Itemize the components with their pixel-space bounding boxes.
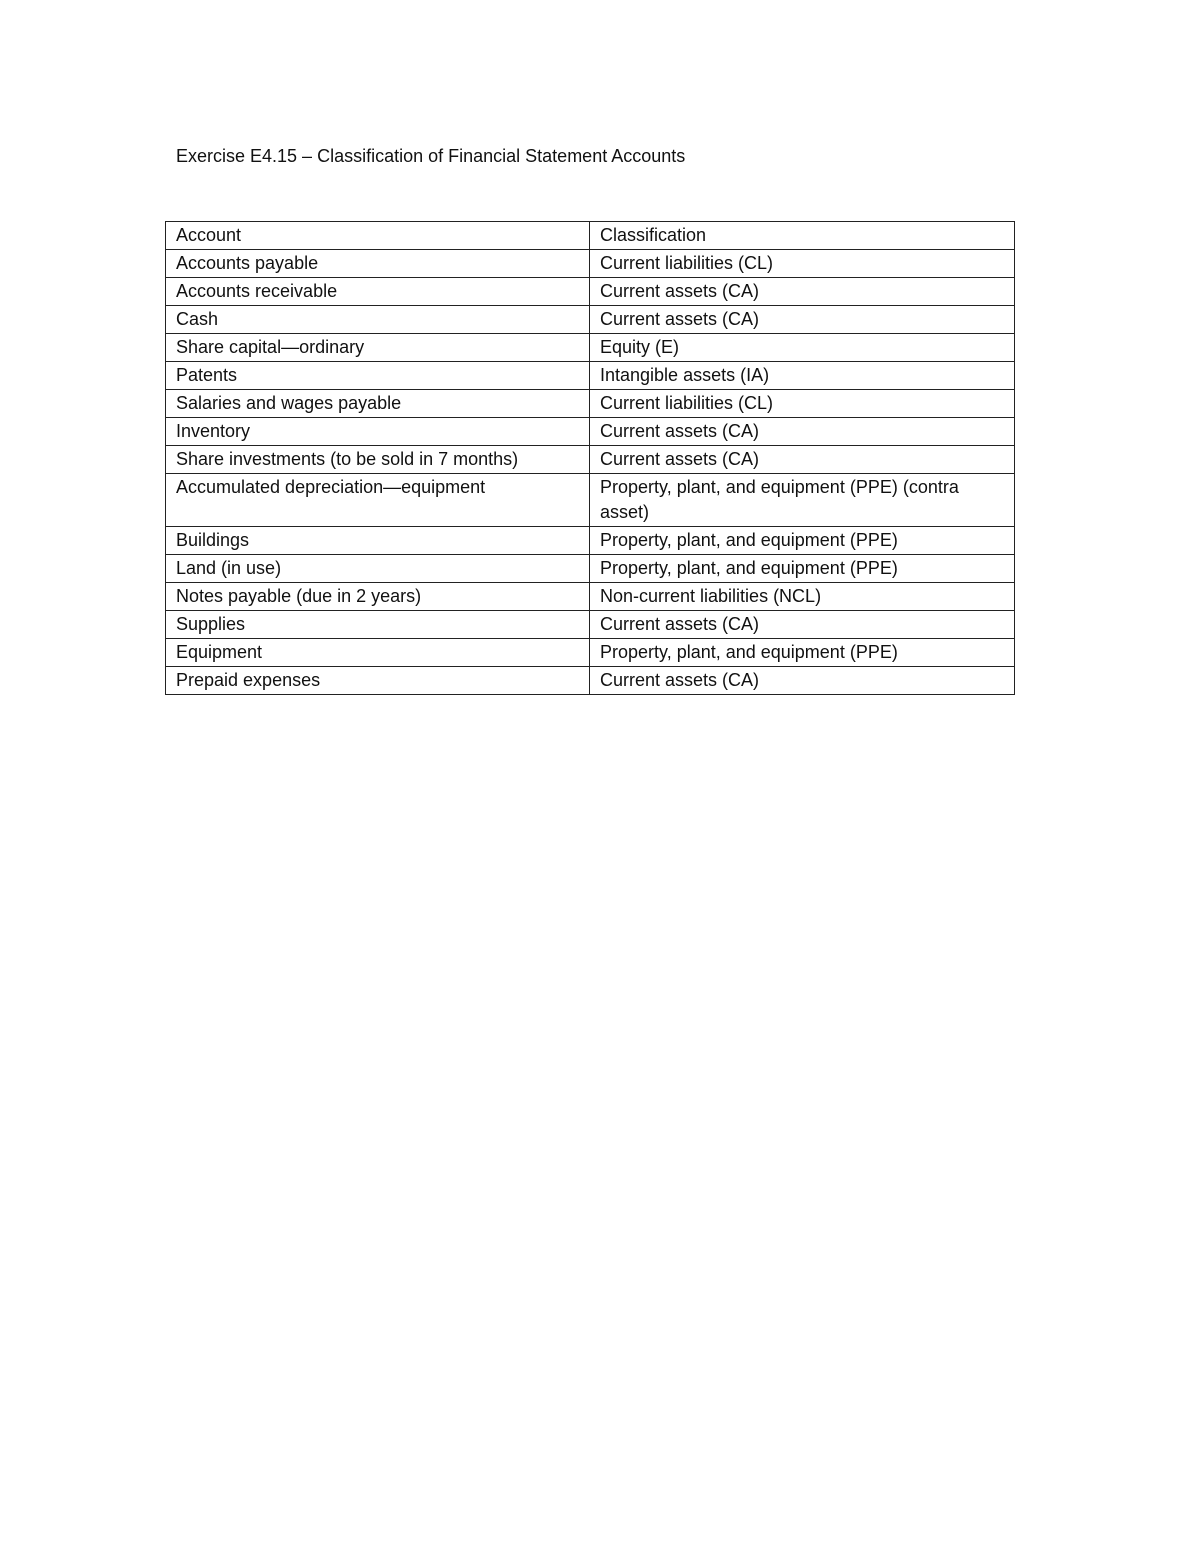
classification-table [165,221,1015,695]
table-row [166,390,1015,418]
account-cell: Patents [166,362,590,390]
classification-cell: Current assets (CA) [590,418,1015,446]
classification-cell: Current assets (CA) [590,611,1015,639]
classification-cell: Current liabilities (CL) [590,250,1015,278]
account-cell: Supplies [166,611,590,639]
account-cell: Equipment [166,639,590,667]
classification-cell: Property, plant, and equipment (PPE) [590,639,1015,667]
account-cell: Cash [166,306,590,334]
table-row [166,250,1015,278]
account-cell: Buildings [166,527,590,555]
table-row [166,418,1015,446]
classification-cell: Equity (E) [590,334,1015,362]
classification-cell: Current assets (CA) [590,306,1015,334]
table-row [166,527,1015,555]
classification-cell: Current liabilities (CL) [590,390,1015,418]
account-cell: Share investments (to be sold in 7 months) [166,446,590,474]
account-cell: Inventory [166,418,590,446]
column-header-account: Account [166,222,590,250]
classification-cell: Current assets (CA) [590,446,1015,474]
table-row [166,334,1015,362]
classification-cell: Non-current liabilities (NCL) [590,583,1015,611]
table-row [166,639,1015,667]
table-row [166,667,1015,695]
account-cell: Notes payable (due in 2 years) [166,583,590,611]
table-row [166,362,1015,390]
document-title: Exercise E4.15 – Classification of Financial Statement Accounts [176,146,686,166]
table-row [166,446,1015,474]
account-cell: Accounts receivable [166,278,590,306]
table-row [166,611,1015,639]
classification-cell: Property, plant, and equipment (PPE) [590,527,1015,555]
account-cell: Land (in use) [166,555,590,583]
table-row [166,474,1015,527]
classification-cell: Current assets (CA) [590,667,1015,695]
account-cell: Salaries and wages payable [166,390,590,418]
account-cell: Accumulated depreciation—equipment [166,474,590,527]
table-row [166,555,1015,583]
account-cell: Prepaid expenses [166,667,590,695]
table-row [166,278,1015,306]
classification-cell: Property, plant, and equipment (PPE) (contra asset) [590,474,1015,527]
table-row [166,306,1015,334]
column-header-classification: Classification [590,222,1015,250]
classification-cell: Current assets (CA) [590,278,1015,306]
account-cell: Share capital—ordinary [166,334,590,362]
classification-cell: Intangible assets (IA) [590,362,1015,390]
account-cell: Accounts payable [166,250,590,278]
classification-cell: Property, plant, and equipment (PPE) [590,555,1015,583]
table-row [166,583,1015,611]
table-header-row [166,222,1015,250]
